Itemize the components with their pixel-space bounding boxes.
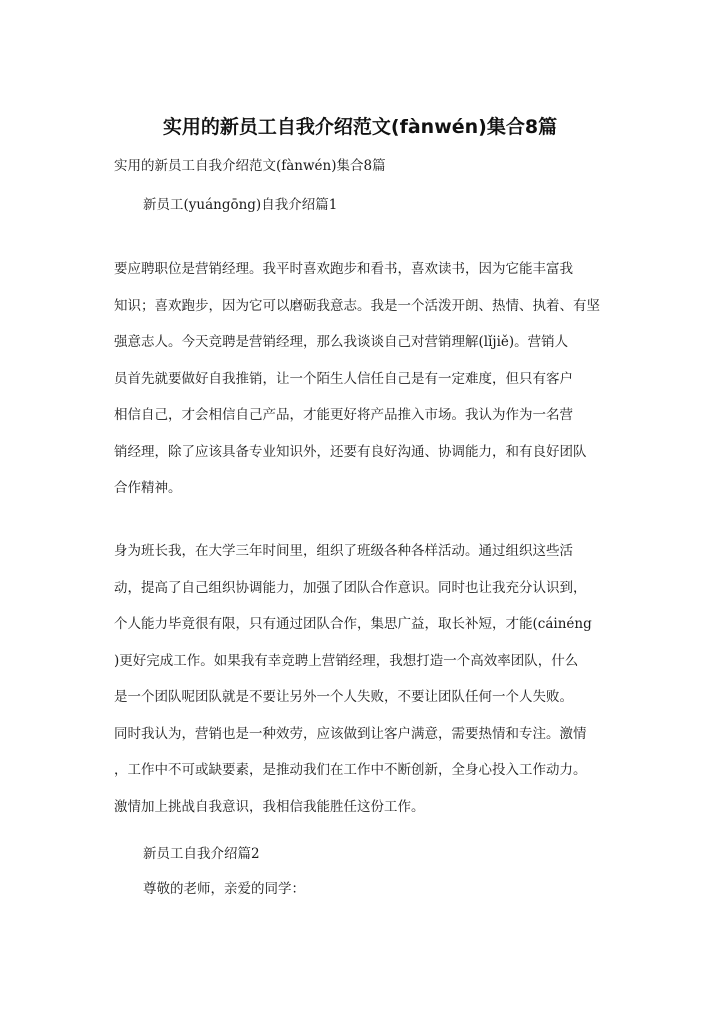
paragraph-line: 相信自己，才会相信自己产品，才能更好将产品推入市场。我认为作为一名营 <box>114 407 573 423</box>
paragraph-line: )更好完成工作。如果我有幸竞聘上营销经理，我想打造一个高效率团队，什么 <box>114 652 579 669</box>
paragraph-line: 同时我认为，营销也是一种效劳，应该做到让客户满意，需要热情和专注。激情 <box>114 725 587 742</box>
paragraph-2 <box>114 539 614 831</box>
section-heading-2: 新员工自我介绍篇2 <box>143 846 260 862</box>
document-title: 实用的新员工自我介绍范文(fànwén)集合8篇 <box>162 116 558 138</box>
section-heading-1: 新员工(yuángōng)自我介绍篇1 <box>143 197 338 213</box>
paragraph-line: 要应聘职位是营销经理。我平时喜欢跑步和看书，喜欢读书，因为它能丰富我 <box>114 261 573 277</box>
paragraph-line: ，工作中不可或缺要素，是推动我们在工作中不断创新，全身心投入工作动力。 <box>114 762 587 778</box>
paragraph-line: 员首先就要做好自我推销，让一个陌生人信任自己是有一定难度，但只有客户 <box>114 370 573 387</box>
greeting-line: 尊敬的老师，亲爱的同学： <box>143 881 305 897</box>
paragraph-line: 动，提高了自己组织协调能力，加强了团队合作意识。同时也让我充分认识到， <box>114 579 587 596</box>
paragraph-1 <box>114 257 614 513</box>
paragraph-line: 激情加上挑战自我意识，我相信我能胜任这份工作。 <box>114 798 425 815</box>
document-subtitle: 实用的新员工自我介绍范文(fànwén)集合8篇 <box>114 158 386 174</box>
paragraph-line: 合作精神。 <box>114 480 182 496</box>
paragraph-line: 身为班长我，在大学三年时间里，组织了班级各种各样活动。通过组织这些活 <box>114 543 573 559</box>
paragraph-line: 知识；喜欢跑步，因为它可以磨砺我意志。我是一个活泼开朗、热情、执着、有坚 <box>114 297 600 314</box>
paragraph-line: 是一个团队呢团队就是不要让另外一个人失败，不要让团队任何一个人失败。 <box>114 689 573 705</box>
paragraph-line: 强意志人。今天竞聘是营销经理，那么我谈谈自己对营销理解(lǐjiě)。营销人 <box>114 334 569 350</box>
paragraph-line: 销经理，除了应该具备专业知识外，还要有良好沟通、协调能力，和有良好团队 <box>114 443 587 460</box>
paragraph-line: 个人能力毕竟很有限，只有通过团队合作，集思广益，取长补短，才能(cáinéng <box>114 616 592 632</box>
